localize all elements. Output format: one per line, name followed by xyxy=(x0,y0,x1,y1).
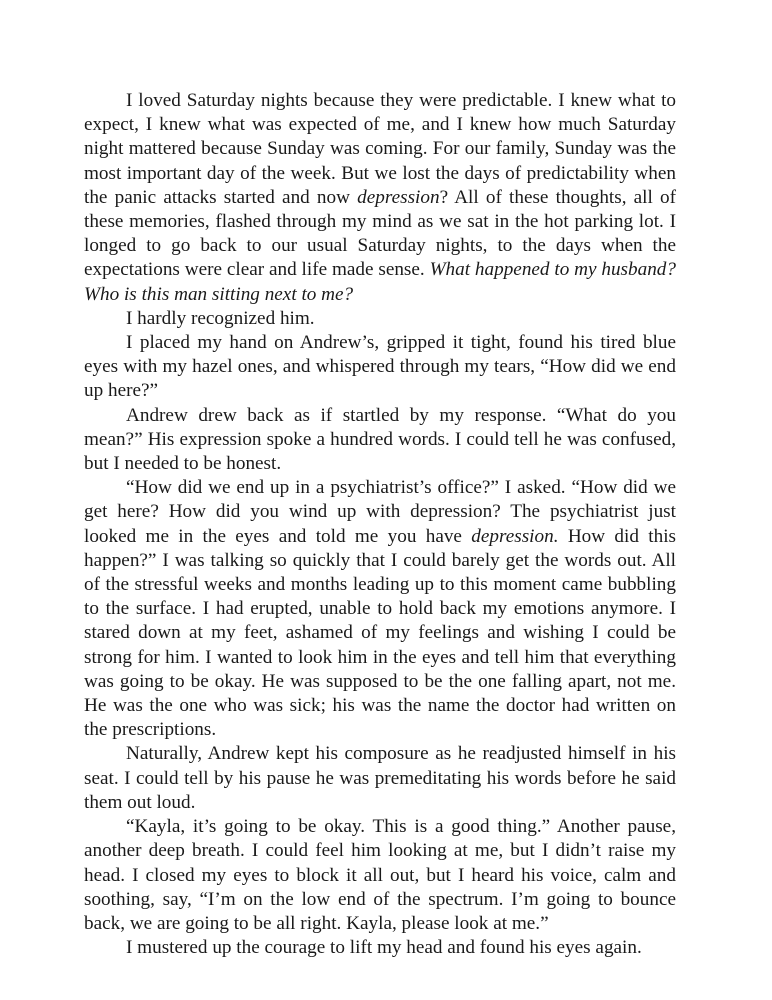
paragraph-text: I hardly recognized him. xyxy=(126,307,315,329)
paragraph-text: “How did we end up in a psychiatrist’s office?” I asked. “How did we get here? How did you wind up with depression? The psychiatrist just looked me in the eyes and told me you have xyxy=(84,477,676,547)
paragraph-saturday-nights xyxy=(84,89,676,307)
paragraph-text: I loved Saturday nights because they were predictable. I knew what to expect, I knew what was expected of me, and I knew how much Saturday night mattered because Sunday was coming. For our family, Sunday was the most important day of the week. But we lost the days of predictability when the panic attacks started and now xyxy=(84,90,676,208)
paragraph-psychiatrist-office xyxy=(84,476,676,742)
paragraph-text: Andrew drew back as if startled by my response. “What do you mean?” His expression spoke a hundred words. I could tell he was confused, but I needed to be honest. xyxy=(84,404,676,475)
paragraph-text: ? All of these thoughts, all of these memories, flashed through my mind as we sat in the hot parking lot. I longed to go back to our usual Saturday nights, to the days when the expectations were clear and life made sense. xyxy=(84,186,676,281)
paragraph-text: I placed my hand on Andrew’s, gripped it tight, found his tired blue eyes with my hazel ones, and whispered through my tears, “How did we end up here?” xyxy=(84,332,676,402)
paragraph-hardly-recognized xyxy=(84,307,676,331)
book-page xyxy=(84,89,676,960)
emphasis-text: What happened to my husband? Who is this man sitting next to me? xyxy=(84,259,676,305)
paragraph-text: I mustered up the courage to lift my head and found his eyes again. xyxy=(126,937,642,959)
paragraph-text: “Kayla, it’s going to be okay. This is a good thing.” Another pause, another deep breath. I could feel him looking at me, but I didn’t raise my head. I closed my eyes to block it all out, but I heard his voice, calm and soothing, say, “I’m on the low end of the spectrum. I’m going to bounce back, we are going to be all right. Kayla, please look at me.” xyxy=(84,816,676,934)
paragraph-placed-hand xyxy=(84,331,676,404)
paragraph-text: How did this happen?” I was talking so quickly that I could barely get the words out. All of the stressful weeks and months leading up to this moment came bubbling to the surface. I had erupted, unable to hold back my emotions anymore. I stared down at my feet, ashamed of my feelings and wishing I could be strong for him. I wanted to look him in the eyes and tell him that everything was going to be okay. He was supposed to be the one falling apart, not me. He was the one who was sick; his was the name the doctor had written on the prescriptions. xyxy=(84,525,676,741)
paragraph-text: Naturally, Andrew kept his composure as he readjusted himself in his seat. I could tell by his pause he was premeditating his words before he said them out loud. xyxy=(84,743,676,813)
emphasis-text: depression. xyxy=(471,525,559,547)
emphasis-text: depression xyxy=(357,186,440,208)
paragraph-mustered-courage xyxy=(84,936,676,960)
paragraph-kayla-okay xyxy=(84,815,676,936)
paragraph-composure xyxy=(84,742,676,815)
paragraph-andrew-drew-back xyxy=(84,404,676,477)
